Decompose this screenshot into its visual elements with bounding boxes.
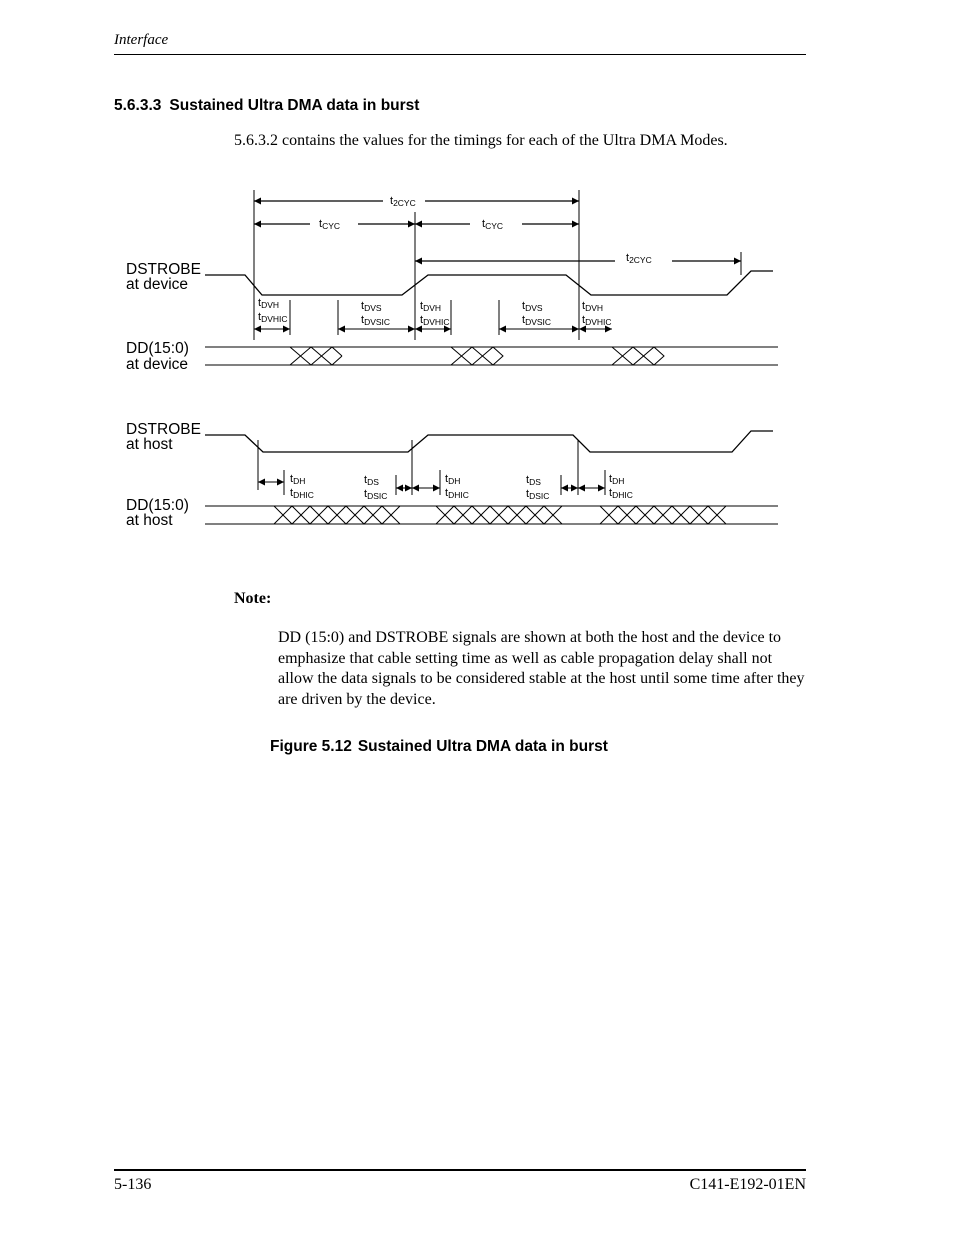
section-number: 5.6.3.3: [114, 97, 162, 114]
dd-host-label-2: at host: [126, 512, 173, 529]
dd-device-label-2: at device: [126, 356, 189, 373]
figure-number: Figure 5.12: [270, 738, 352, 755]
dstrobe-device-label-2: at device: [126, 276, 189, 293]
tdvh-label-3: tDVH: [582, 300, 604, 313]
t2cyc-label: t2CYC: [390, 195, 416, 208]
tdvh-label-2: tDVH: [420, 300, 442, 313]
document-id: C141-E192-01EN: [689, 1176, 806, 1193]
tdsic-label-2: tDSIC: [526, 488, 550, 501]
tdvsic-label-1: tDVSIC: [361, 314, 391, 327]
tdh-label-3: tDH: [609, 473, 625, 486]
tds-label-1: tDS: [364, 474, 379, 487]
tcyc-label-1: tCYC: [319, 218, 341, 231]
dd-host-waveform: [205, 506, 778, 524]
dstrobe-device-waveform: [205, 271, 773, 295]
figure-title: Sustained Ultra DMA data in burst: [357, 738, 608, 755]
tdhic-label-3: tDHIC: [609, 487, 633, 500]
running-header: Interface: [114, 32, 169, 48]
tdvhic-label-3: tDVHIC: [582, 314, 612, 327]
tdvhic-label-2: tDVHIC: [420, 314, 450, 327]
tdvsic-label-2: tDVSIC: [522, 314, 552, 327]
note-label: Note:: [234, 590, 272, 607]
note-text: DD (15:0) and DSTROBE signals are shown at both the host and the device to emphasize that cable setting time as well as cable propagation delay shall not allow the data signals to be considered stable at the host until some time after they are driven by the device.: [278, 629, 805, 708]
tdhic-label-2: tDHIC: [445, 487, 469, 500]
footer-rule: [114, 1169, 806, 1171]
tdvhic-label-1: tDVHIC: [258, 311, 288, 324]
tdh-label-1: tDH: [290, 473, 306, 486]
timing-diagram: [0, 0, 954, 600]
section-title: Sustained Ultra DMA data in burst: [169, 97, 420, 114]
tdvs-label-2: tDVS: [522, 300, 543, 313]
tdvh-label-1: tDVH: [258, 297, 280, 310]
figure-caption: [270, 738, 608, 756]
page-number: 5-136: [114, 1176, 152, 1193]
dstrobe-host-label-1: DSTROBE: [126, 421, 201, 438]
dd-host-label-1: DD(15:0): [126, 497, 189, 514]
tdsic-label-1: tDSIC: [364, 488, 388, 501]
tcyc-label-2: tCYC: [482, 218, 504, 231]
tds-label-2: tDS: [526, 474, 541, 487]
intro-paragraph: 5.6.3.2 contains the values for the timings for each of the Ultra DMA Modes.: [234, 132, 728, 149]
t2cyc-label-lower: t2CYC: [626, 252, 652, 265]
tdhic-label-1: tDHIC: [290, 487, 314, 500]
dd-device-label-1: DD(15:0): [126, 340, 189, 357]
dd-device-waveform: [205, 347, 778, 365]
tdvs-label-1: tDVS: [361, 300, 382, 313]
tdh-label-2: tDH: [445, 473, 461, 486]
dstrobe-device-label-1: DSTROBE: [126, 261, 201, 278]
dstrobe-host-label-2: at host: [126, 436, 173, 453]
dstrobe-host-waveform: [205, 431, 773, 452]
